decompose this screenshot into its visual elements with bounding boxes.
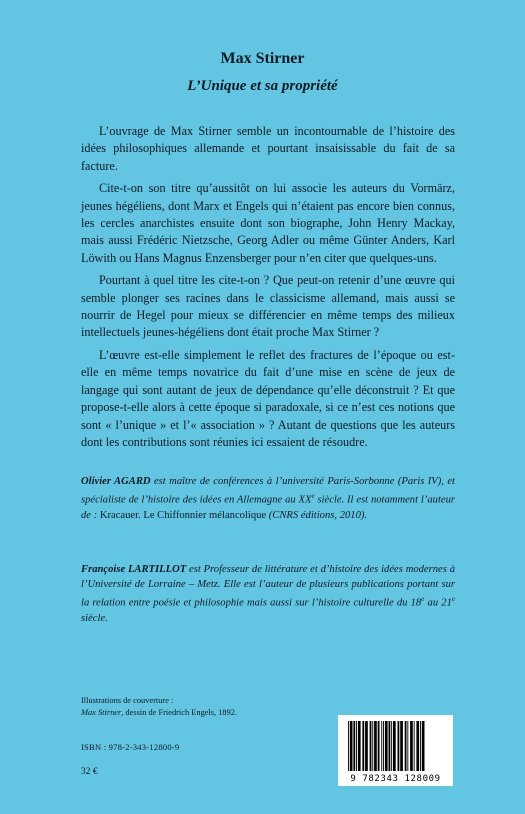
book-title: L’Unique et sa propriété: [187, 78, 338, 94]
blurb: [81, 123, 455, 456]
blurb-paragraph-2: Cite-t-on son titre qu’aussitôt on lui associe les auteurs du Vormärz, jeunes hégéliens, dont Marx et Engels qui n’étaient pas encore bien connus, les cercles anarchistes ensuite dont son biographe, John Henry Mackay, mais aussi Frédéric Nietzsche, Georg Adler ou même Günter Anders, Karl Löwith ou Hans Magnus Enzensberger pour n’en citer que quelques-uns.: [81, 181, 455, 265]
bio-name: Françoise LARTILLOT: [81, 564, 187, 575]
bio-work-title: Kracauer. Le Chiffonnier mélancolique: [99, 509, 267, 521]
cover-credits: Illustrations de couverture : Max Stirner, dessin de Friedrich Engels, 1892.: [81, 696, 238, 717]
barcode-digits: 9 782343 128009: [350, 774, 441, 784]
price: 32 €: [81, 767, 98, 777]
barcode: [338, 715, 453, 786]
blurb-paragraph-4: L’œuvre est-elle simplement le reflet des fractures de l’époque ou est-elle en même temps novatrice du fait d’une mise en scène de jeux de langage qui sont autant de jeux de dépendance qu’elle déconstruit ? Et que propose-t-elle alors à cette époque si paradoxale, si ce n’est ces notions que sont « l’unique » et l’« association » ? Autant de questions que les auteurs dont les contributions sont réunies ici essaient de résoudre.: [81, 347, 455, 449]
bio-name: Olivier AGARD: [81, 476, 151, 487]
blurb-paragraph-3: Pourtant à quel titre les cite-t-on ? Que peut-on retenir d’une œuvre qui semble plonger ses racines dans le classicisme allemand, mais aussi se nourrir de Hegel pour mieux se différencier en même temps des milieux intellectuels jeunes-hégéliens dont était proche Max Stirner ?: [81, 273, 455, 340]
author-bio-lartillot: Françoise LARTILLOT est Professeur de littérature et d’histoire des idées modernes à l’Université de Lorraine – Metz. Elle est l’auteur de plusieurs publications portant sur la relation entre poésie et philosophie mais aussi sur l’histoire culturelle du 18e au 21e siècle.: [81, 564, 455, 625]
isbn: ISBN : 978-2-343-12800-9: [81, 742, 180, 752]
author-heading: Max Stirner: [220, 50, 305, 67]
author-bio-agard: Olivier AGARD est maître de conférences à l’université Paris-Sorbonne (Paris IV), et spécialiste de l’histoire des idées en Allemagne au XXe siècle. Il est notamment l’auteur de : Kracauer. Le Chiffonnier mélancolique (CNRS éditions, 2010).: [81, 476, 456, 521]
blurb-paragraph-1: L’ouvrage de Max Stirner semble un incontournable de l’histoire des idées philosophiques allemande et pourtant insaisissable du fait de sa facture.: [81, 124, 455, 173]
barcode-bars-icon: [338, 715, 453, 775]
